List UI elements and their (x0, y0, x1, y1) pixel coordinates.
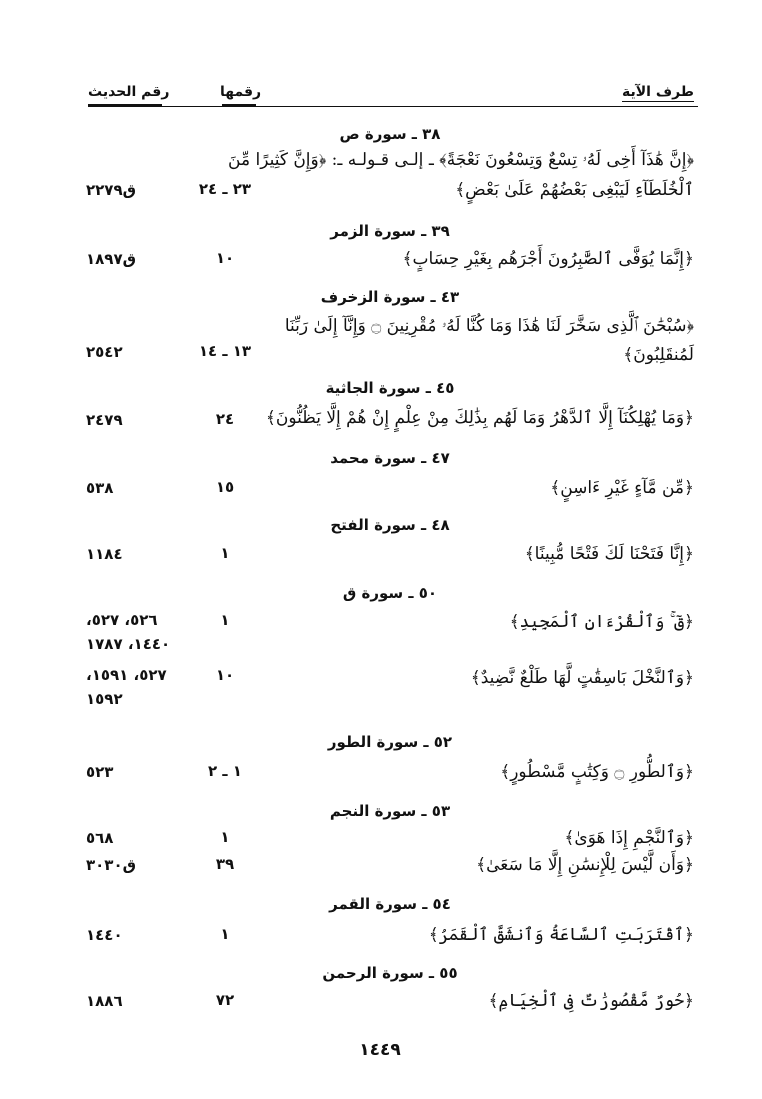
verse-number: ١ (220, 925, 230, 943)
verse-text: ﴿وَٱلنَّخْلَ بَاسِقَٰتٍ لَّهَا طَلْعٌ نَّضِيدٌ﴾ (470, 668, 694, 688)
hadith-number: ٢٤٧٩ (86, 411, 123, 429)
hadith-number: ١٤٤٠ (86, 926, 123, 944)
hadith-number-line: ١٤٤٠، ١٧٨٧ (86, 635, 171, 653)
verse-text: ﴿وَٱلنَّجْمِ إِذَا هَوَىٰ﴾ (564, 828, 694, 848)
hadith-number: ٥٢٣ (86, 763, 114, 781)
hadith-number: ق١٨٩٧ (86, 250, 137, 268)
surah-title: ٣٨ ـ سورة ص (339, 125, 441, 143)
verse-number: ٢٣ ـ ٢٤ (198, 180, 252, 198)
verse-text-continued: لَمُنقَلِبُونَ﴾ (623, 345, 694, 365)
verse-number: ١ (220, 828, 230, 846)
verse-text: ﴿قٓ ۚ وَٱلْقُرْءَانِ ٱلْمَجِيدِ﴾ (509, 612, 694, 632)
verse-number: ٧٢ (215, 991, 235, 1009)
header-hadith-column: رقم الحديث (88, 84, 170, 100)
hadith-number-line: ٥٢٦، ٥٢٧، (86, 611, 158, 629)
verse-number: ١ (220, 544, 230, 562)
verse-text-continued: ٱلْخُلَطَآءِ لَيَبْغِى بَعْضُهُمْ عَلَىٰ بَعْضٍ﴾ (455, 180, 694, 200)
verse-number: ١ ـ ٢ (208, 762, 242, 780)
hadith-number (86, 663, 196, 711)
hadith-number: ق٣٠٣٠ (86, 856, 137, 874)
hadith-number: ١١٨٤ (86, 545, 123, 563)
header-rule (88, 106, 698, 107)
hadith-number: ٥٦٨ (86, 829, 114, 847)
surah-title: ٥٣ ـ سورة النجم (329, 802, 451, 820)
verse-number: ١٠ (215, 249, 235, 267)
surah-title: ٣٩ ـ سورة الزمر (330, 222, 450, 240)
surah-title: ٥٠ ـ سورة ق (342, 584, 438, 602)
verse-text: ﴿إِنَّا فَتَحْنَا لَكَ فَتْحًا مُّبِينًا﴾ (524, 544, 694, 564)
surah-title: ٥٢ ـ سورة الطور (327, 733, 453, 751)
verse-number: ١٣ ـ ١٤ (198, 342, 252, 360)
verse-text: ﴿سُبْحَٰنَ ٱلَّذِى سَخَّرَ لَنَا هَٰذَا وَمَا كُنَّا لَهُۥ مُقْرِنِينَ ۝ وَإِنَّآ إِلَىٰ رَبِّنَا (284, 316, 694, 336)
verse-text: ﴿مِّن مَّآءٍ غَيْرِ ءَاسِنٍ﴾ (550, 478, 694, 498)
hadith-number: ٢٥٤٢ (86, 343, 123, 361)
verse-number: ٣٩ (215, 855, 235, 873)
surah-title: ٥٥ ـ سورة الرحمن (322, 964, 458, 982)
verse-text: ﴿حُورٌ مَّقْصُورَٰتٌ فِى ٱلْخِيَامِ﴾ (488, 991, 694, 1011)
surah-title: ٤٨ ـ سورة الفتح (330, 516, 450, 534)
hadith-number: ق٢٢٧٩ (86, 181, 137, 199)
verse-text: ﴿وَمَا يُهْلِكُنَآ إِلَّا ٱلدَّهْرُ وَمَا لَهُم بِذَٰلِكَ مِنْ عِلْمٍ إِنْ هُمْ إِلَّا يَظُنُّونَ﴾ (265, 408, 694, 428)
hadith-number-line: ٥٢٧، ١٥٩١، (86, 666, 167, 684)
verse-number: ١٠ (215, 666, 235, 684)
verse-text: ﴿وَأَن لَّيْسَ لِلْإِنسَٰنِ إِلَّا مَا سَعَىٰ﴾ (476, 855, 694, 875)
header-verse-column: طرف الآية (621, 84, 694, 100)
verse-text: ﴿ٱقْتَرَبَتِ ٱلسَّاعَةُ وَٱنشَقَّ ٱلْقَمَرُ﴾ (428, 925, 694, 945)
page-number: ١٤٤٩ (359, 1040, 401, 1060)
hadith-number: ١٨٨٦ (86, 992, 123, 1010)
hadith-number: ٥٣٨ (86, 479, 114, 497)
verse-text: ﴿إِنَّ هَٰذَآ أَخِى لَهُۥ تِسْعٌ وَتِسْعُونَ نَعْجَةً﴾ ـ إلـى قـولـه ـ: ﴿وَإِنَّ كَثِيرًا مِّنَ (228, 150, 694, 170)
verse-number: ١ (220, 611, 230, 629)
surah-title: ٤٥ ـ سورة الجاثية (325, 379, 455, 397)
surah-title: ٥٤ ـ سورة القمر (329, 895, 451, 913)
hadith-number (86, 608, 196, 656)
verse-text: ﴿إِنَّمَا يُوَفَّى ٱلصَّٰبِرُونَ أَجْرَهُم بِغَيْرِ حِسَابٍ﴾ (402, 249, 694, 269)
verse-number: ٢٤ (215, 410, 235, 428)
verse-number: ١٥ (215, 478, 235, 496)
surah-title: ٤٣ ـ سورة الزخرف (320, 288, 460, 306)
hadith-number-line: ١٥٩٢ (86, 690, 123, 708)
header-number-column: رقمها (220, 84, 262, 100)
surah-title: ٤٧ ـ سورة محمد (330, 449, 450, 467)
verse-text: ﴿وَٱلطُّورِ ۝ وَكِتَٰبٍ مَّسْطُورٍ﴾ (500, 762, 694, 782)
